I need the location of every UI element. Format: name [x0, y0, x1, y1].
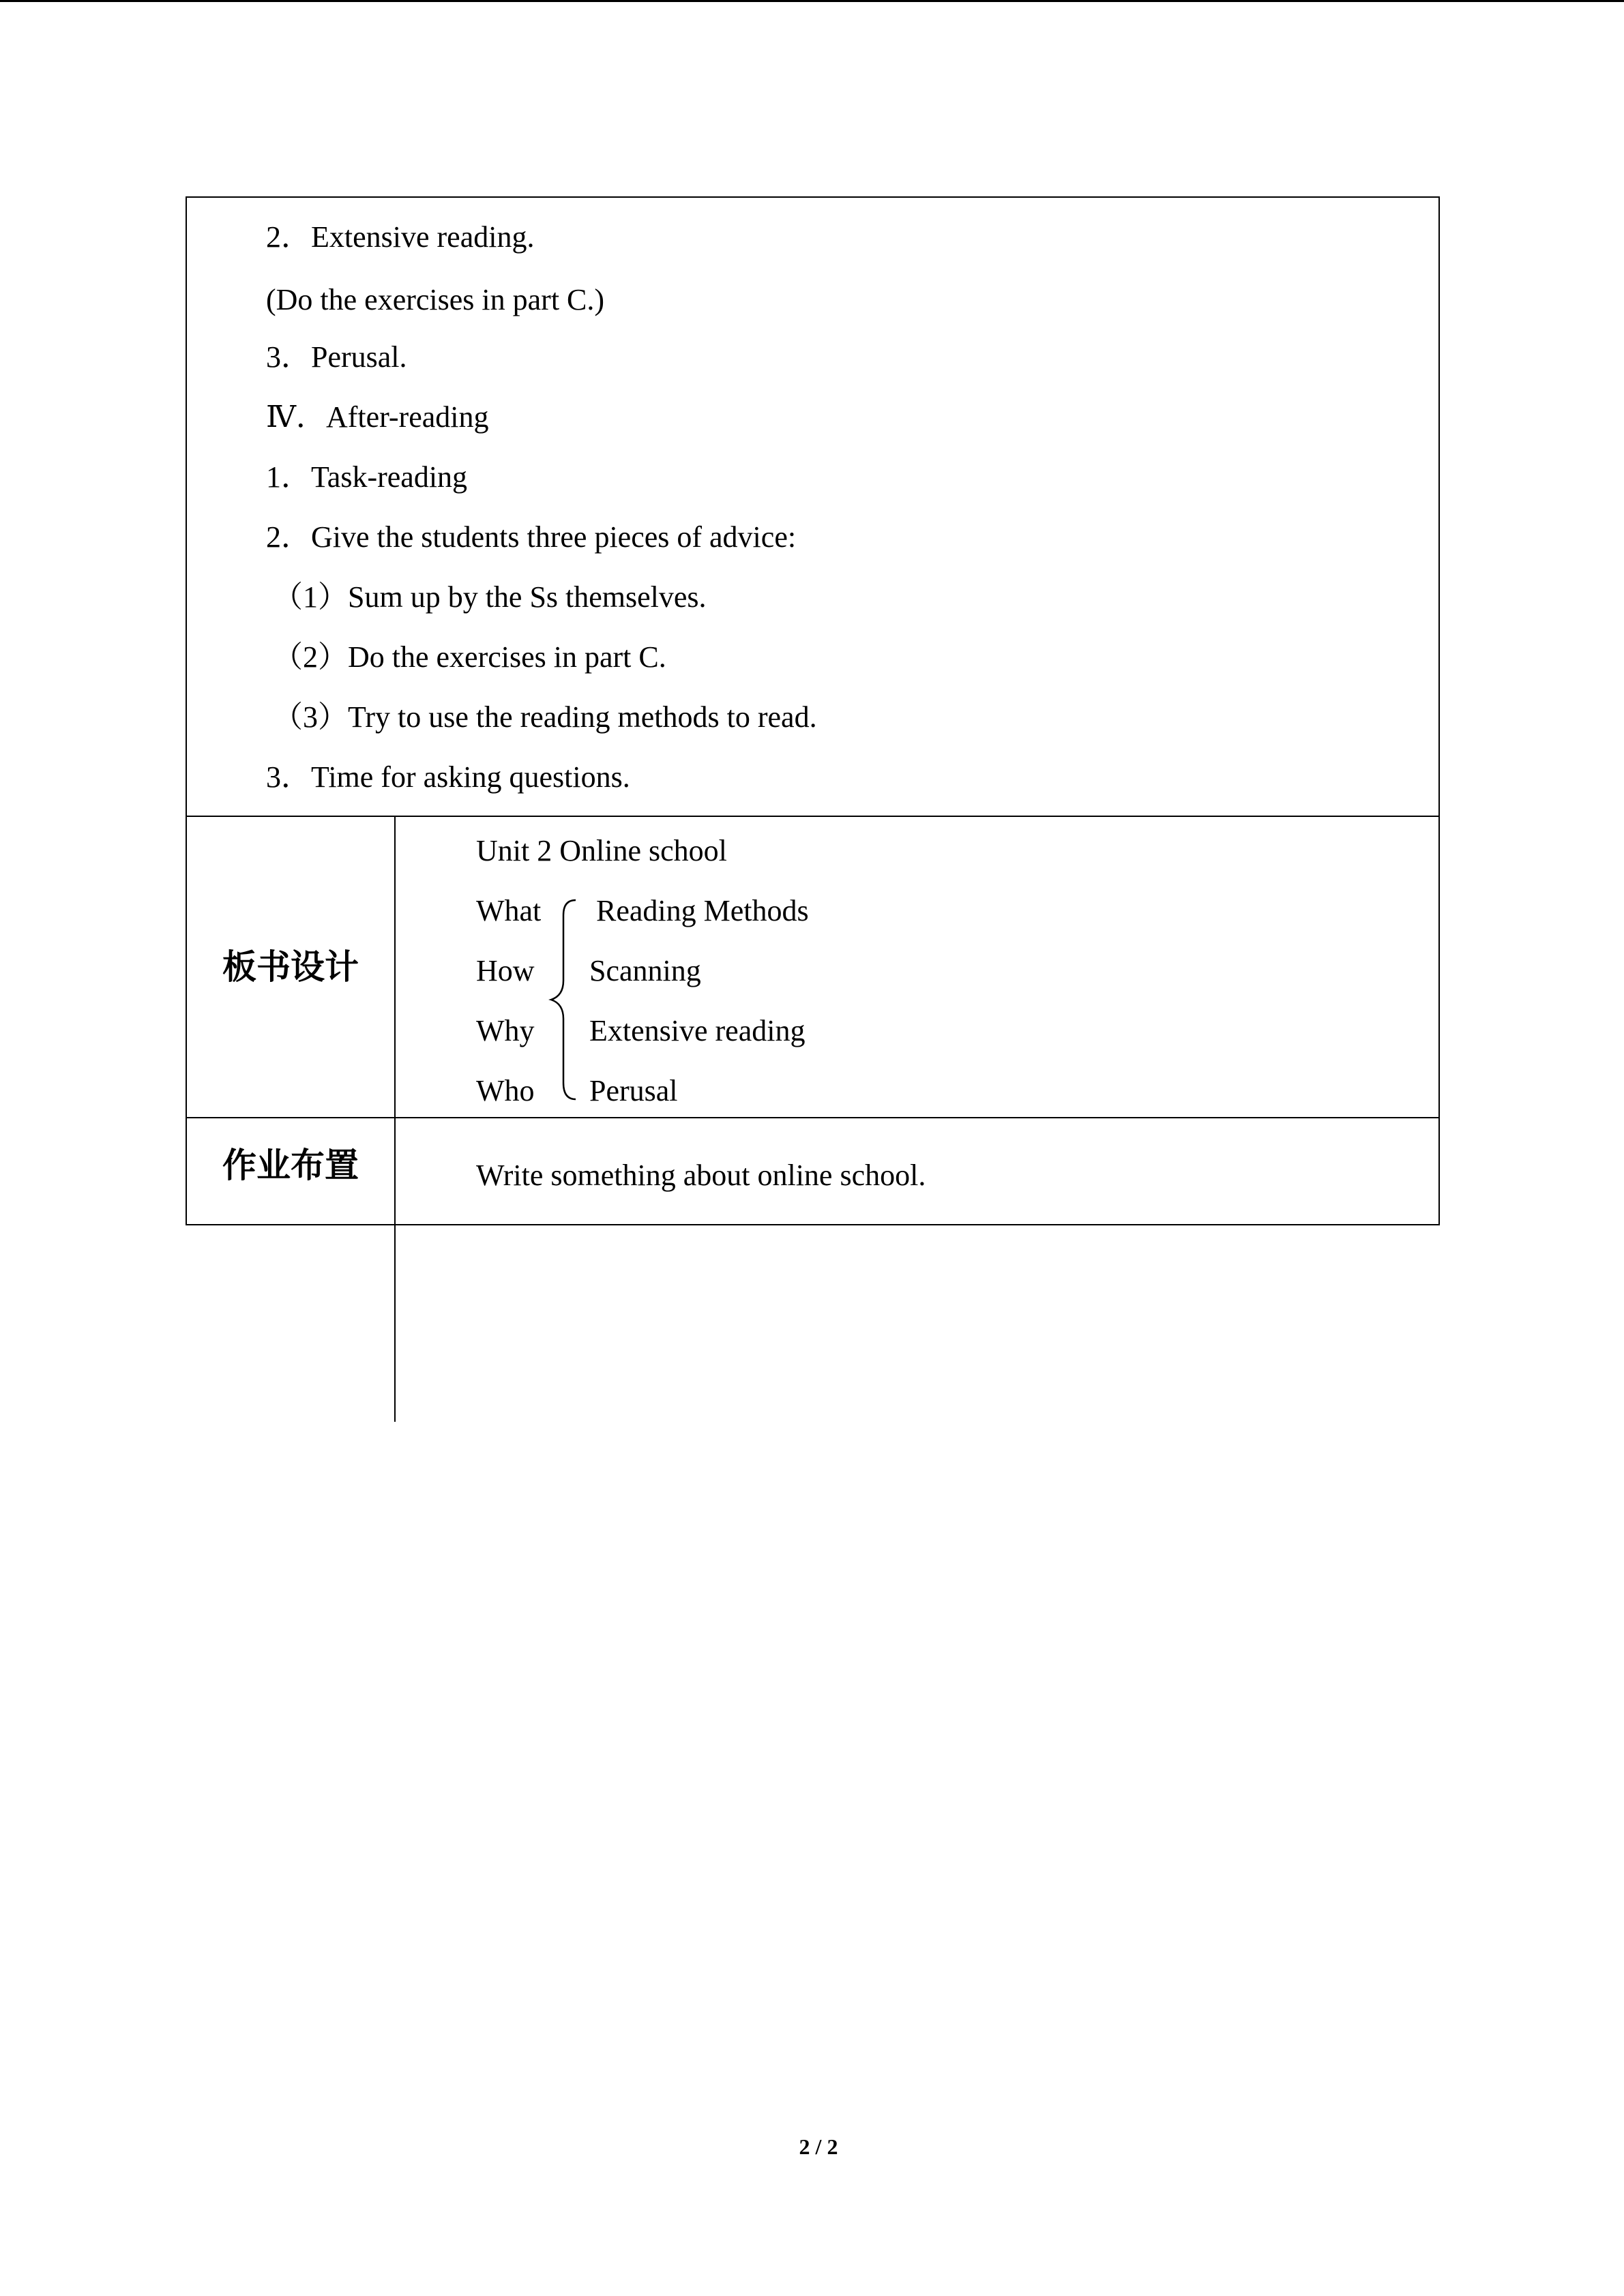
page-number: 2 / 2: [799, 2134, 838, 2159]
board-title: Unit 2 Online school: [476, 834, 727, 867]
board-method: Extensive reading: [589, 1014, 806, 1047]
procedure-line: （3）Try to use the reading methods to read.: [273, 700, 817, 734]
board-question: Why: [476, 1014, 535, 1047]
board-design-label: 板书设计: [222, 947, 359, 987]
procedure-line: 3．Time for asking questions.: [266, 760, 630, 794]
procedure-line: 2．Give the students three pieces of advice:: [266, 520, 797, 554]
homework-text: Write something about online school.: [476, 1159, 926, 1192]
board-method: Reading Methods: [596, 894, 809, 927]
homework-label: 作业布置: [222, 1146, 359, 1185]
procedure-line: （1）Sum up by the Ss themselves.: [273, 580, 707, 614]
procedure-line: 1．Task-reading: [266, 460, 468, 494]
top-rule: [0, 0, 1624, 2]
board-question: How: [476, 954, 535, 987]
procedure-line: (Do the exercises in part C.): [266, 283, 605, 316]
curly-brace-icon: [548, 897, 580, 1102]
board-method: Scanning: [589, 954, 701, 987]
board-question: What: [476, 894, 542, 927]
procedure-line: 2．Extensive reading.: [266, 220, 535, 254]
procedure-line: 3．Perusal.: [266, 340, 407, 374]
lesson-plan-table: [186, 196, 1440, 1225]
procedure-line: （2）Do the exercises in part C.: [273, 640, 666, 674]
board-method: Perusal: [589, 1074, 678, 1107]
column-divider: [394, 817, 396, 1422]
board-question: Who: [476, 1074, 535, 1107]
homework-label-cell: [187, 1118, 394, 1212]
board-design-label-cell: [187, 817, 394, 1117]
procedure-line: Ⅳ．After-reading: [266, 400, 489, 434]
